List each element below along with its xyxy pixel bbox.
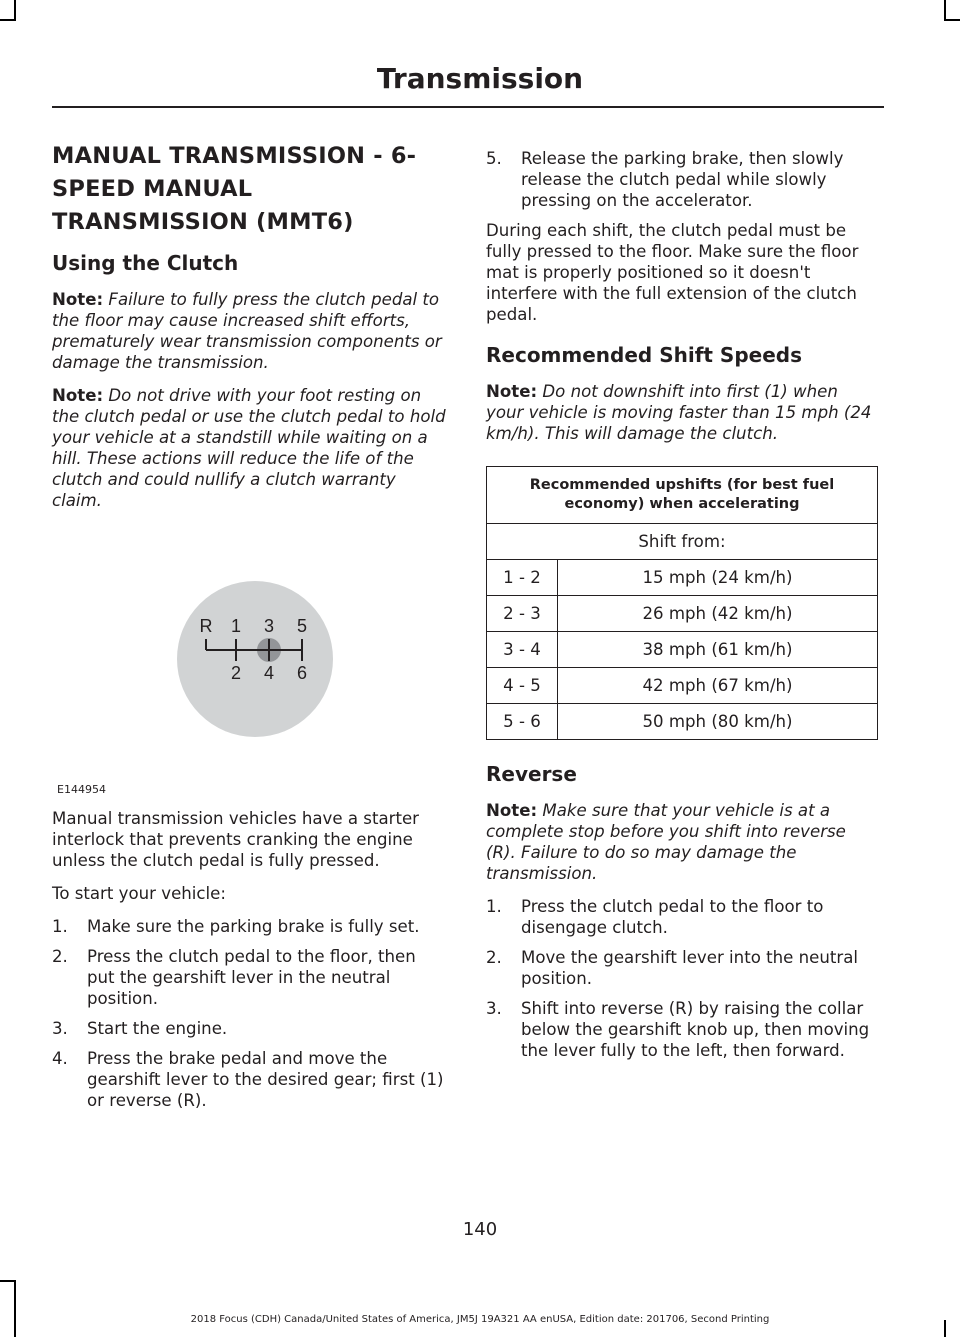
table-row (487, 668, 878, 704)
start-steps-list (52, 916, 447, 1111)
note-text: Do not drive with your foot resting on the clutch pedal or use the clutch pedal to hold your vehicle at a standstill while waiting on a hill. These actions will reduce the life of the clutch and could nullify a clutch warranty claim. (52, 386, 446, 510)
list-item (52, 1018, 447, 1039)
gear-cell: 5 - 6 (487, 704, 558, 740)
step-number: 2. (486, 948, 502, 967)
table-header: Recommended upshifts (for best fuel economy) when accelerating (487, 467, 878, 524)
shift-speeds-title: Recommended Shift Speeds (486, 343, 802, 367)
table-row (487, 560, 878, 596)
body-paragraph: To start your vehicle: (52, 884, 226, 903)
start-steps-continued (486, 148, 878, 211)
body-paragraph: During each shift, the clutch pedal must be fully pressed to the floor. Make sure the floor mat is properly positioned so it doesn't interfere with the full extension of the clutch pedal. (486, 221, 859, 324)
gearshift-pattern-figure (52, 523, 447, 808)
gear-label-1: 1 (230, 616, 242, 636)
table-row (487, 704, 878, 740)
upshift-table (486, 466, 878, 740)
page-header-title: Transmission (376, 62, 584, 95)
footer-text: 2018 Focus (CDH) Canada/United States of America, JM5J 19A321 AA enUSA, Edition date: 201706, Second Printing (190, 1314, 770, 1325)
list-item (52, 916, 447, 937)
table-row (487, 596, 878, 632)
gear-label-5: 5 (296, 616, 308, 636)
step-text: Press the brake pedal and move the gearshift lever to the desired gear; first (1) or reverse (R). (87, 1049, 444, 1110)
step-text: Move the gearshift lever into the neutral position. (521, 948, 858, 988)
gear-cell: 1 - 2 (487, 560, 558, 596)
note-label: Note: (486, 801, 538, 820)
step-text: Press the clutch pedal to the floor to disengage clutch. (521, 897, 824, 937)
page-number: 140 (462, 1219, 498, 1240)
note (52, 385, 447, 511)
step-number: 5. (486, 149, 502, 168)
step-number: 4. (52, 1049, 68, 1068)
gear-cell: 4 - 5 (487, 668, 558, 704)
speed-cell: 15 mph (24 km/h) (558, 560, 878, 596)
gear-label-2: 2 (230, 663, 242, 683)
table-header-row (487, 467, 878, 524)
list-item (486, 148, 878, 211)
step-text: Press the clutch pedal to the floor, then put the gearshift lever in the neutral position. (87, 947, 416, 1008)
gear-cell: 2 - 3 (487, 596, 558, 632)
gearshift-pattern-diagram (52, 523, 447, 808)
speed-cell: 42 mph (67 km/h) (558, 668, 878, 704)
step-number: 1. (52, 917, 68, 936)
crop-mark (944, 0, 946, 20)
note-label: Note: (486, 382, 538, 401)
list-item (52, 946, 447, 1009)
reverse-title: Reverse (486, 762, 577, 786)
subsection-title: Using the Clutch (52, 251, 239, 275)
step-text: Release the parking brake, then slowly release the clutch pedal while slowly pressing on the accelerator. (521, 149, 844, 210)
note-label: Note: (52, 386, 104, 405)
gear-label-6: 6 (296, 663, 308, 683)
body-paragraph: Manual transmission vehicles have a starter interlock that prevents cranking the engine unless the clutch pedal is fully pressed. (52, 809, 419, 870)
gear-label-4: 4 (263, 663, 275, 683)
note (486, 381, 878, 444)
list-item (52, 1048, 447, 1111)
crop-mark (0, 19, 16, 21)
gear-label-reverse: R (199, 616, 213, 636)
speed-cell: 38 mph (61 km/h) (558, 632, 878, 668)
figure-code: E144954 (57, 783, 106, 796)
step-number: 2. (52, 947, 68, 966)
left-column (52, 140, 447, 1120)
list-item (486, 947, 878, 989)
header-divider (52, 106, 884, 108)
step-number: 1. (486, 897, 502, 916)
reverse-steps-list (486, 896, 878, 1061)
figure-background-circle (177, 581, 333, 737)
speed-cell: 50 mph (80 km/h) (558, 704, 878, 740)
table-subheader-row (487, 524, 878, 560)
step-text: Shift into reverse (R) by raising the collar below the gearshift knob up, then moving the lever fully to the left, then forward. (521, 999, 870, 1060)
note-text: Make sure that your vehicle is at a complete stop before you shift into reverse (R). Failure to do so may damage the transmission. (486, 801, 846, 883)
gear-label-3: 3 (263, 616, 275, 636)
crop-mark (944, 19, 960, 21)
note-text: Do not downshift into first (1) when your vehicle is moving faster than 15 mph (24 km/h). This will damage the clutch. (486, 382, 872, 443)
table-row (487, 632, 878, 668)
step-number: 3. (486, 999, 502, 1018)
crop-mark (14, 0, 16, 20)
note-label: Note: (52, 290, 104, 309)
step-text: Start the engine. (87, 1019, 228, 1038)
right-column (486, 148, 878, 1070)
step-number: 3. (52, 1019, 68, 1038)
list-item (486, 998, 878, 1061)
crop-mark (0, 1280, 16, 1282)
list-item (486, 896, 878, 938)
crop-mark (14, 1280, 16, 1337)
table-subheader: Shift from: (487, 524, 878, 560)
note (486, 800, 878, 884)
note (52, 289, 447, 373)
note-text: Failure to fully press the clutch pedal to the floor may cause increased shift efforts, prematurely wear transmission components or damage the transmission. (52, 290, 442, 372)
speed-cell: 26 mph (42 km/h) (558, 596, 878, 632)
gear-cell: 3 - 4 (487, 632, 558, 668)
section-title: MANUAL TRANSMISSION - 6-SPEED MANUAL TRANSMISSION (MMT6) (52, 143, 417, 235)
step-text: Make sure the parking brake is fully set. (87, 917, 420, 936)
